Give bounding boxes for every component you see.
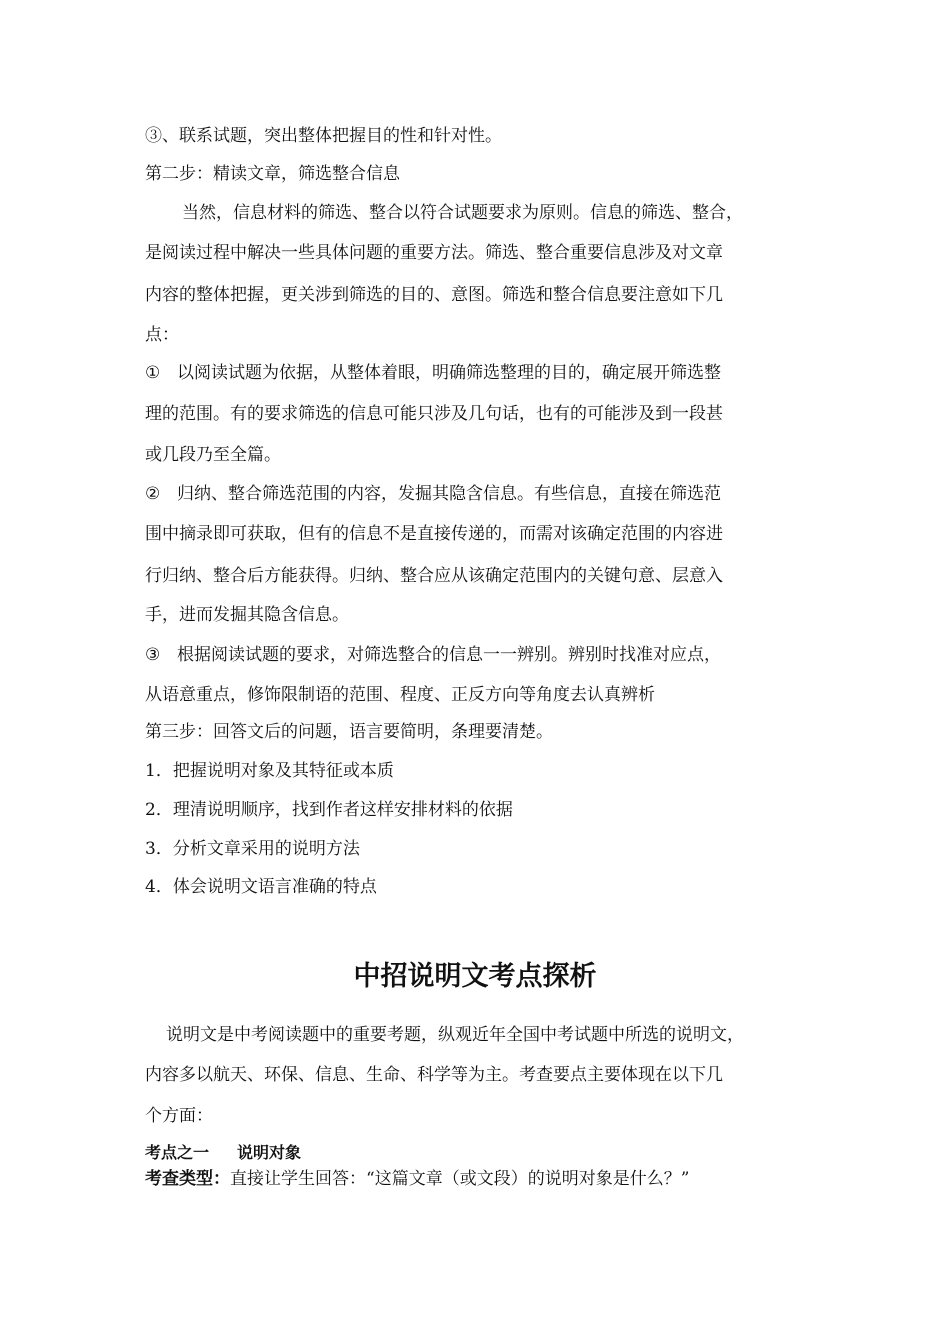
item-text: 分析文章采用的说明方法 <box>172 839 360 859</box>
item-text-line: 行归纳、整合后方能获得。归纳、整合应从该确定范围内的关键句意、层意入 <box>145 566 723 586</box>
item-text: 把握说明对象及其特征或本质 <box>172 761 394 781</box>
item-text-line: 或几段乃至全篇。 <box>145 445 281 465</box>
key-point-heading <box>145 1143 301 1163</box>
item-marker: ① <box>145 363 161 383</box>
item-number: 2． <box>145 800 173 820</box>
list-item <box>145 644 825 666</box>
numbered-item <box>145 799 825 821</box>
question-type-text: 直接让学生回答：“这篇文章（或文段）的说明对象是什么？” <box>230 1169 690 1189</box>
list-item <box>145 483 825 505</box>
numbered-item <box>145 838 825 860</box>
section-title: 中招说明文考点探析 <box>353 961 597 992</box>
list-item <box>145 362 825 384</box>
point-3-line: ③、联系试题，突出整体把握目的性和针对性。 <box>145 126 502 146</box>
numbered-item <box>145 760 825 782</box>
key-point-name: 说明对象 <box>237 1143 302 1162</box>
item-text-line: 理的范围。有的要求筛选的信息可能只涉及几句话，也有的可能涉及到一段甚 <box>145 404 723 424</box>
paragraph-line: 当然，信息材料的筛选、整合以符合试题要求为原则。信息的筛选、整合， <box>182 203 743 223</box>
intro-line: 说明文是中考阅读题中的重要考题，纵观近年全国中考试题中所选的说明文， <box>166 1025 744 1045</box>
item-text-line: 从语意重点，修饰限制语的范围、程度、正反方向等角度去认真辨析 <box>145 685 655 705</box>
key-point-label: 考点之一 <box>145 1143 210 1162</box>
question-type-label: 考查类型： <box>145 1169 230 1189</box>
step-3-heading: 第三步：回答文后的问题，语言要简明，条理要清楚。 <box>145 722 553 742</box>
item-text: 以阅读试题为依据，从整体着眼，明确筛选整理的目的，确定展开筛选整 <box>177 363 721 383</box>
item-text: 归纳、整合筛选范围的内容，发掘其隐含信息。有些信息，直接在筛选范 <box>177 484 721 504</box>
item-text-line: 围中摘录即可获取，但有的信息不是直接传递的，而需对该确定范围的内容进 <box>145 524 723 544</box>
step-2-heading: 第二步：精读文章，筛选整合信息 <box>145 164 400 184</box>
paragraph-line: 内容的整体把握，更关涉到筛选的目的、意图。筛选和整合信息要注意如下几 <box>145 285 723 305</box>
numbered-item <box>145 876 825 898</box>
item-marker: ③ <box>145 645 161 665</box>
item-number: 4． <box>145 877 173 897</box>
paragraph-line: 点： <box>145 325 179 345</box>
item-marker: ② <box>145 484 161 504</box>
item-text-line: 手，进而发掘其隐含信息。 <box>145 605 349 625</box>
item-number: 3． <box>145 839 173 859</box>
question-type-line <box>145 1168 825 1190</box>
item-text: 体会说明文语言准确的特点 <box>172 877 377 897</box>
item-number: 1． <box>145 761 173 781</box>
item-text: 根据阅读试题的要求，对筛选整合的信息一一辨别。辨别时找准对应点， <box>177 645 721 665</box>
paragraph-line: 是阅读过程中解决一些具体问题的重要方法。筛选、整合重要信息涉及对文章 <box>145 243 723 263</box>
intro-line: 内容多以航天、环保、信息、生命、科学等为主。考查要点主要体现在以下几 <box>145 1065 723 1085</box>
item-text: 理清说明顺序，找到作者这样安排材料的依据 <box>172 800 513 820</box>
intro-line: 个方面： <box>145 1106 213 1126</box>
